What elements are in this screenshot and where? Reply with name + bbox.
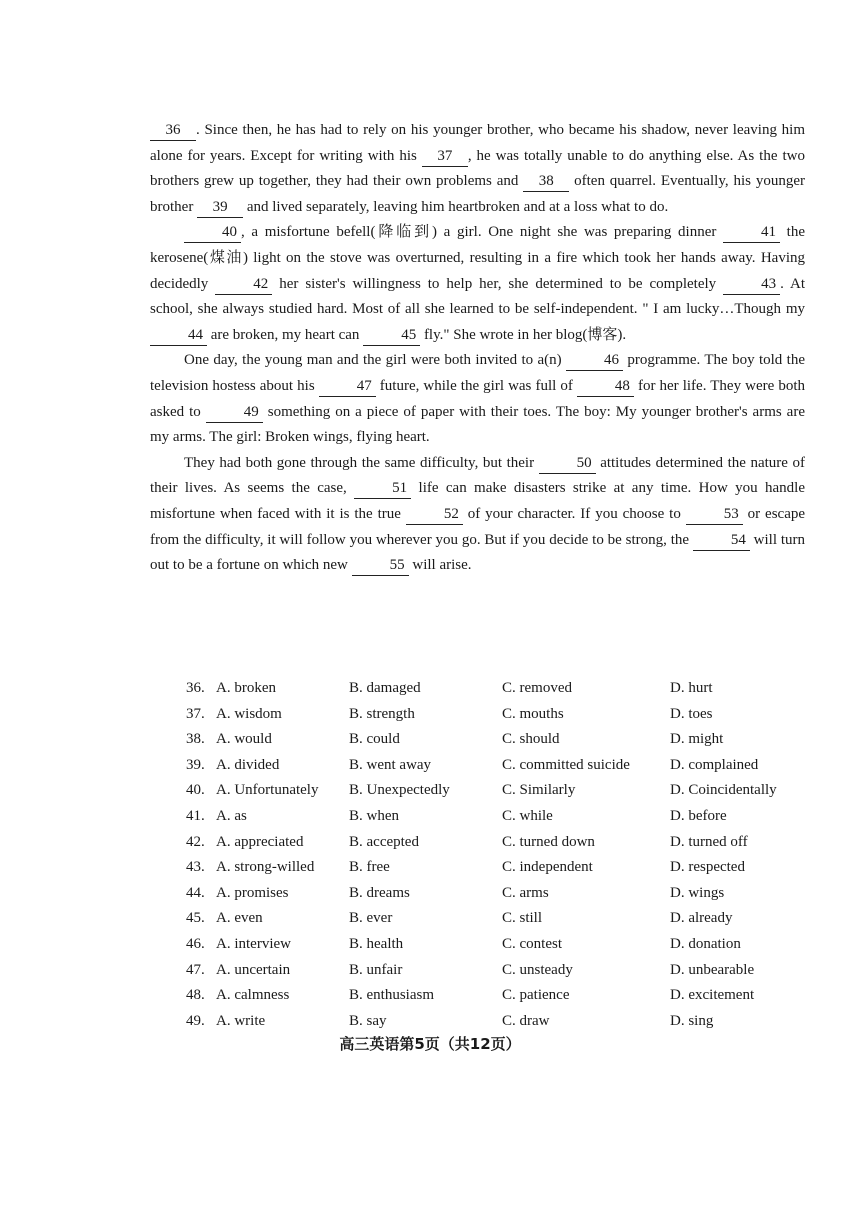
option-a: A. as xyxy=(216,807,247,824)
option-row xyxy=(186,881,816,907)
question-number: 40. xyxy=(186,782,205,799)
passage-text: fly." She wrote in her blog(博客). xyxy=(420,326,627,343)
option-d: D. excitement xyxy=(670,987,755,1004)
passage-text: , a misfortune befell(降临到) a girl. One night she was preparing dinner xyxy=(241,224,724,241)
option-row xyxy=(186,676,816,702)
option-a: A. Unfortunately xyxy=(216,782,319,799)
option-d: D. complained xyxy=(670,756,759,773)
passage-text: are broken, my heart can xyxy=(207,326,364,343)
option-a: A. promises xyxy=(216,884,289,901)
paragraph-1 xyxy=(150,118,805,220)
option-b: B. ever xyxy=(349,910,393,927)
passage-text: programme. The boy told the television hostess about his xyxy=(150,352,805,394)
option-b: B. dreams xyxy=(349,884,410,901)
option-a: A. broken xyxy=(216,680,276,696)
option-c: C. turned down xyxy=(502,833,595,850)
option-b: B. enthusiasm xyxy=(349,987,434,1004)
option-a: A. strong-willed xyxy=(216,859,315,876)
option-b: B. Unexpectedly xyxy=(349,782,450,799)
option-d: D. donation xyxy=(670,935,741,952)
passage-text: will arise. xyxy=(408,557,472,574)
option-row xyxy=(186,906,816,932)
option-row xyxy=(186,830,816,856)
option-a: A. even xyxy=(216,910,263,927)
blank-47: 47 xyxy=(319,377,376,397)
option-d: D. turned off xyxy=(670,833,748,850)
passage-text: of your character. If you choose to xyxy=(462,505,686,522)
passage-text: . At school, she always studied hard. Most of all she learned to be self-independent. " I am lucky…Though my xyxy=(150,275,805,318)
paragraph-3 xyxy=(150,348,805,450)
question-number: 36. xyxy=(186,680,205,696)
option-d: D. already xyxy=(670,910,733,927)
option-a: A. would xyxy=(216,731,272,748)
option-row xyxy=(186,702,816,728)
option-b: B. say xyxy=(349,1012,387,1029)
answer-options xyxy=(186,676,816,1034)
option-c: C. still xyxy=(502,910,543,927)
question-number: 44. xyxy=(186,884,205,901)
blank-43: 43 xyxy=(723,275,780,295)
option-d: D. hurt xyxy=(670,680,713,696)
paragraph-2 xyxy=(150,220,805,348)
option-c: C. patience xyxy=(502,987,570,1004)
option-row xyxy=(186,778,816,804)
blank-37: 37 xyxy=(422,147,468,167)
option-c: C. draw xyxy=(502,1012,550,1029)
option-c: C. mouths xyxy=(502,705,564,722)
blank-41: 41 xyxy=(723,223,780,243)
passage-text: They had both gone through the same difficulty, but their xyxy=(184,454,539,471)
passage-text: future, while the girl was full of xyxy=(375,377,577,394)
question-number: 49. xyxy=(186,1012,205,1029)
option-c: C. committed suicide xyxy=(502,756,630,773)
paragraph-4 xyxy=(150,451,805,579)
option-a: A. interview xyxy=(216,935,291,952)
blank-44: 44 xyxy=(150,326,207,346)
option-row xyxy=(186,958,816,984)
passage-text: something on a piece of paper with their toes. The boy: My younger brother's arms are my arms. The girl: Broken wings, flying heart. xyxy=(150,403,805,446)
question-number: 38. xyxy=(186,731,205,748)
option-b: B. health xyxy=(349,935,404,952)
blank-38: 38 xyxy=(523,172,569,192)
question-number: 39. xyxy=(186,756,205,773)
option-c: C. independent xyxy=(502,859,593,876)
option-d: D. before xyxy=(670,807,727,824)
option-b: B. could xyxy=(349,731,400,748)
option-c: C. while xyxy=(502,807,553,824)
passage-text: will turn out to be a fortune on which new xyxy=(150,531,806,574)
option-d: D. toes xyxy=(670,705,713,722)
passage-text: the kerosene(煤油) light on the stove was overturned, resulting in a fire which took her hands away. Having decidedly xyxy=(150,224,806,292)
blank-42: 42 xyxy=(215,275,272,295)
cloze-passage xyxy=(150,118,805,579)
passage-text: often quarrel. Eventually, his younger brother xyxy=(150,173,805,215)
option-d: D. respected xyxy=(670,859,745,876)
option-b: B. damaged xyxy=(349,680,421,696)
question-number: 47. xyxy=(186,961,205,978)
passage-text: attitudes determined the nature of their lives. As seems the case, xyxy=(150,454,806,497)
blank-50: 50 xyxy=(539,454,596,474)
option-c: C. Similarly xyxy=(502,782,576,799)
passage-text: for her life. They were both asked to xyxy=(150,377,805,420)
page-footer: 高三英语第5页（共12页） xyxy=(339,1035,521,1053)
blank-51: 51 xyxy=(354,479,411,499)
option-a: A. divided xyxy=(216,756,280,773)
question-number: 43. xyxy=(186,859,205,876)
option-b: B. went away xyxy=(349,756,432,773)
option-row xyxy=(186,855,816,881)
question-number: 42. xyxy=(186,833,205,850)
blank-53: 53 xyxy=(686,505,743,525)
passage-text: or escape from the difficulty, it will follow you wherever you go. But if you decide to be strong, the xyxy=(150,505,806,548)
blank-54: 54 xyxy=(693,531,750,551)
option-c: C. arms xyxy=(502,884,549,901)
option-d: D. Coincidentally xyxy=(670,782,777,799)
option-b: B. free xyxy=(349,859,390,876)
question-number: 41. xyxy=(186,807,205,824)
blank-48: 48 xyxy=(577,377,634,397)
passage-text: , he was totally unable to do anything else. As the two brothers grew up together, they had their own problems and xyxy=(150,147,805,190)
option-row xyxy=(186,983,816,1009)
blank-39: 39 xyxy=(197,198,243,218)
blank-46: 46 xyxy=(566,351,623,371)
option-a: A. wisdom xyxy=(216,705,282,722)
option-d: D. unbearable xyxy=(670,961,755,978)
option-b: B. accepted xyxy=(349,833,419,850)
passage-text: her sister's willingness to help her, she determined to be completely xyxy=(272,275,724,292)
blank-52: 52 xyxy=(406,505,463,525)
blank-40: 40 xyxy=(184,223,241,243)
option-d: D. sing xyxy=(670,1012,714,1029)
passage-text: One day, the young man and the girl were both invited to a(n) xyxy=(184,352,567,369)
blank-55: 55 xyxy=(352,556,409,576)
blank-49: 49 xyxy=(206,403,263,423)
question-number: 37. xyxy=(186,705,205,722)
passage-text: . Since then, he has had to rely on his younger brother, who became his shadow, never leaving him alone for years. Except for writing with his xyxy=(150,122,805,164)
option-b: B. strength xyxy=(349,705,415,722)
option-d: D. wings xyxy=(670,884,725,901)
option-row xyxy=(186,1009,816,1035)
option-b: B. unfair xyxy=(349,961,403,978)
question-number: 45. xyxy=(186,910,205,927)
question-number: 46. xyxy=(186,935,205,952)
question-number: 48. xyxy=(186,987,205,1004)
option-row xyxy=(186,727,816,753)
option-c: C. unsteady xyxy=(502,961,573,978)
option-c: C. contest xyxy=(502,935,562,952)
blank-45: 45 xyxy=(363,326,420,346)
option-row xyxy=(186,932,816,958)
option-c: C. removed xyxy=(502,680,572,696)
blank-36: 36 xyxy=(150,121,196,141)
passage-text: life can make disasters strike at any time. How you handle misfortune when faced with it is the true xyxy=(150,480,805,522)
option-a: A. write xyxy=(216,1012,266,1029)
option-row xyxy=(186,753,816,779)
option-a: A. calmness xyxy=(216,987,290,1004)
option-b: B. when xyxy=(349,807,399,824)
option-row xyxy=(186,804,816,830)
option-d: D. might xyxy=(670,731,724,748)
passage-text: and lived separately, leaving him heartbroken and at a loss what to do. xyxy=(243,198,669,215)
option-a: A. appreciated xyxy=(216,833,304,850)
option-a: A. uncertain xyxy=(216,961,291,978)
option-c: C. should xyxy=(502,731,560,748)
